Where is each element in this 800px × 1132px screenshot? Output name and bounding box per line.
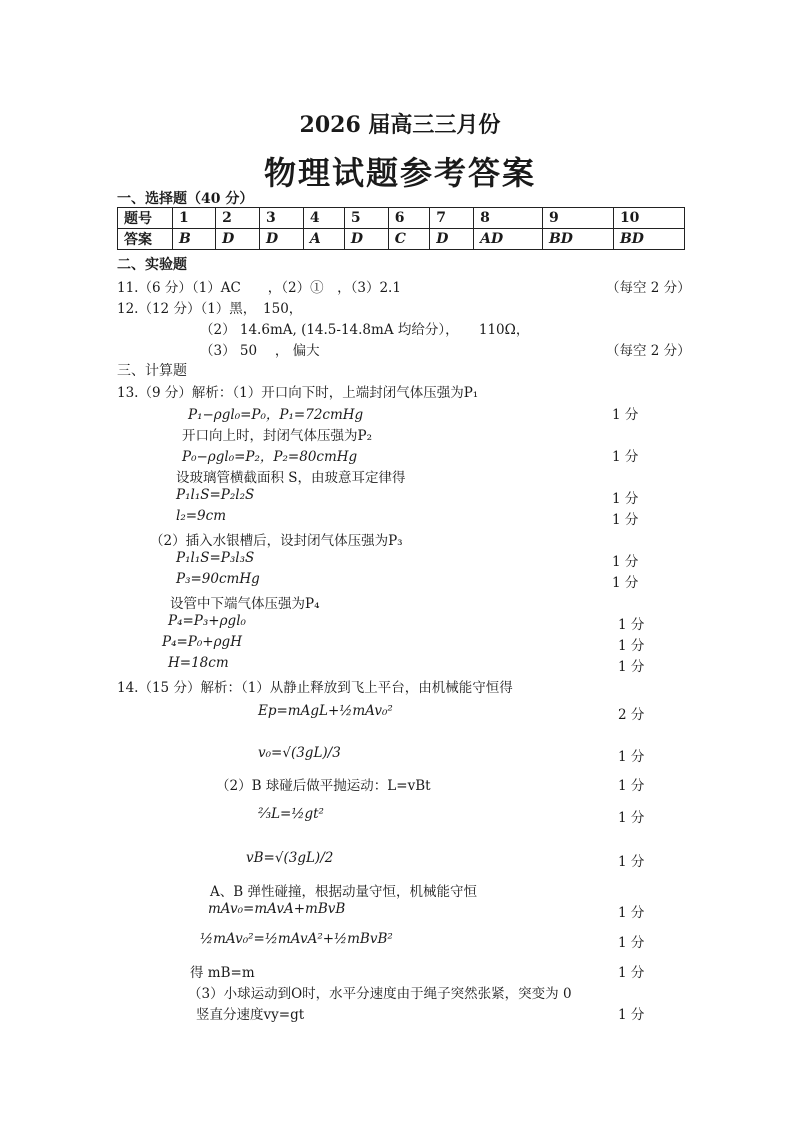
q14-score: 1 分 bbox=[618, 749, 645, 765]
q14-score: 1 分 bbox=[618, 810, 645, 826]
q14-eq: mAv₀=mAvA+mBvB bbox=[208, 901, 346, 917]
q13-score: 1 分 bbox=[618, 659, 645, 675]
section-choice-heading: 一、选择题（40 分） bbox=[117, 191, 254, 207]
q14-eq: Ep=mAgL+½mAv₀² bbox=[258, 703, 393, 719]
q14-intro: 14.（15 分）解析：（1）从静止释放到飞上平台，由机械能守恒得 bbox=[117, 680, 513, 696]
q13-score: 1 分 bbox=[612, 491, 639, 507]
question-number: 9 bbox=[542, 208, 613, 229]
q13-text: 开口向上时，封闭气体压强为P₂ bbox=[182, 428, 372, 444]
q14-score: 1 分 bbox=[618, 965, 645, 981]
q13-score: 1 分 bbox=[612, 512, 639, 528]
row-label-answer: 答案 bbox=[118, 229, 173, 250]
q12-score: （每空 2 分） bbox=[606, 343, 691, 359]
q14-text: 竖直分速度vy=gt bbox=[196, 1007, 305, 1023]
q14-text: 得 mB=m bbox=[190, 965, 255, 981]
q13-text: 设玻璃管横截面积 S，由玻意耳定律得 bbox=[176, 470, 406, 486]
answer-cell: A bbox=[303, 229, 344, 250]
question-number: 2 bbox=[216, 208, 260, 229]
q14-text: （3）小球运动到O时，水平分速度由于绳子突然张紧，突变为 0 bbox=[188, 986, 572, 1002]
q13-text: 设管中下端气体压强为P₄ bbox=[170, 596, 320, 612]
q14-eq: v₀=√(3gL)/3 bbox=[258, 745, 341, 761]
q13-score: 1 分 bbox=[612, 554, 639, 570]
q13-score: 1 分 bbox=[618, 617, 645, 633]
answer-cell: D bbox=[260, 229, 304, 250]
q14-score: 1 分 bbox=[618, 1007, 645, 1023]
q12-answer-2: （2） 14.6mA, (14.5-14.8mA 均给分）， 110Ω， bbox=[200, 322, 530, 338]
q14-score: 2 分 bbox=[618, 707, 645, 723]
answer-cell: C bbox=[388, 229, 430, 250]
q13-eq: P₁l₁S=P₂l₂S bbox=[176, 487, 255, 503]
q11-answer: 11.（6 分）（1）AC ，（2）① ，（3）2.1 bbox=[117, 280, 401, 296]
answer-cell: BD bbox=[542, 229, 613, 250]
q13-eq: P₄=P₃+ρgl₀ bbox=[168, 613, 246, 629]
q13-score: 1 分 bbox=[612, 407, 639, 423]
answer-cell: D bbox=[430, 229, 474, 250]
question-number: 5 bbox=[344, 208, 388, 229]
table-row bbox=[118, 208, 685, 229]
q12-answer-1: 12.（12 分）（1）黑， 150， bbox=[117, 301, 303, 317]
row-label-number: 题号 bbox=[118, 208, 173, 229]
section-calc-heading: 三、计算题 bbox=[117, 363, 187, 379]
question-number: 1 bbox=[173, 208, 216, 229]
q13-eq: l₂=9cm bbox=[176, 508, 226, 524]
answer-cell: D bbox=[216, 229, 260, 250]
question-number: 4 bbox=[303, 208, 344, 229]
q14-text: A、B 弹性碰撞，根据动量守恒，机械能守恒 bbox=[210, 884, 477, 900]
answer-cell: AD bbox=[474, 229, 543, 250]
q13-eq: P₃=90cmHg bbox=[176, 571, 260, 587]
answer-cell: B bbox=[173, 229, 216, 250]
question-number: 6 bbox=[388, 208, 430, 229]
question-number: 8 bbox=[474, 208, 543, 229]
table-row bbox=[118, 229, 685, 250]
q13-eq: P₁−ρgl₀=P₀，P₁=72cmHg bbox=[188, 407, 364, 423]
q12-answer-3: （3） 50 ， 偏大 bbox=[200, 343, 320, 359]
answer-cell: BD bbox=[613, 229, 684, 250]
answer-key-title: 物理试题参考答案 bbox=[263, 154, 536, 192]
q13-eq: P₀−ρgl₀=P₂，P₂=80cmHg bbox=[182, 449, 358, 465]
answer-table bbox=[117, 207, 685, 250]
q14-eq: vB=√(3gL)/2 bbox=[246, 850, 334, 866]
section-experiment-heading: 二、实验题 bbox=[117, 257, 187, 273]
question-number: 10 bbox=[613, 208, 684, 229]
q13-text: （2）插入水银槽后，设封闭气体压强为P₃ bbox=[150, 533, 403, 549]
q13-score: 1 分 bbox=[612, 575, 639, 591]
q14-score: 1 分 bbox=[618, 905, 645, 921]
q13-eq: P₄=P₀+ρgH bbox=[162, 634, 242, 650]
q14-eq: ⅔L=½gt² bbox=[258, 806, 324, 822]
q13-eq: P₁l₁S=P₃l₃S bbox=[176, 550, 255, 566]
question-number: 3 bbox=[260, 208, 304, 229]
q14-score: 1 分 bbox=[618, 778, 645, 794]
q13-eq: H=18cm bbox=[168, 655, 229, 671]
q14-eq: ½mAv₀²=½mAvA²+½mBvB² bbox=[200, 931, 393, 947]
q13-score: 1 分 bbox=[612, 449, 639, 465]
q13-intro: 13.（9 分）解析：（1）开口向下时，上端封闭气体压强为P₁ bbox=[117, 385, 479, 401]
answer-cell: D bbox=[344, 229, 388, 250]
q11-score: （每空 2 分） bbox=[606, 280, 691, 296]
q13-score: 1 分 bbox=[618, 638, 645, 654]
question-number: 7 bbox=[430, 208, 474, 229]
q14-text: （2）B 球碰后做平抛运动：L=vBt bbox=[216, 778, 431, 794]
q14-score: 1 分 bbox=[618, 935, 645, 951]
exam-title: 2026 届高三三月份 bbox=[299, 112, 501, 138]
q14-score: 1 分 bbox=[618, 854, 645, 870]
